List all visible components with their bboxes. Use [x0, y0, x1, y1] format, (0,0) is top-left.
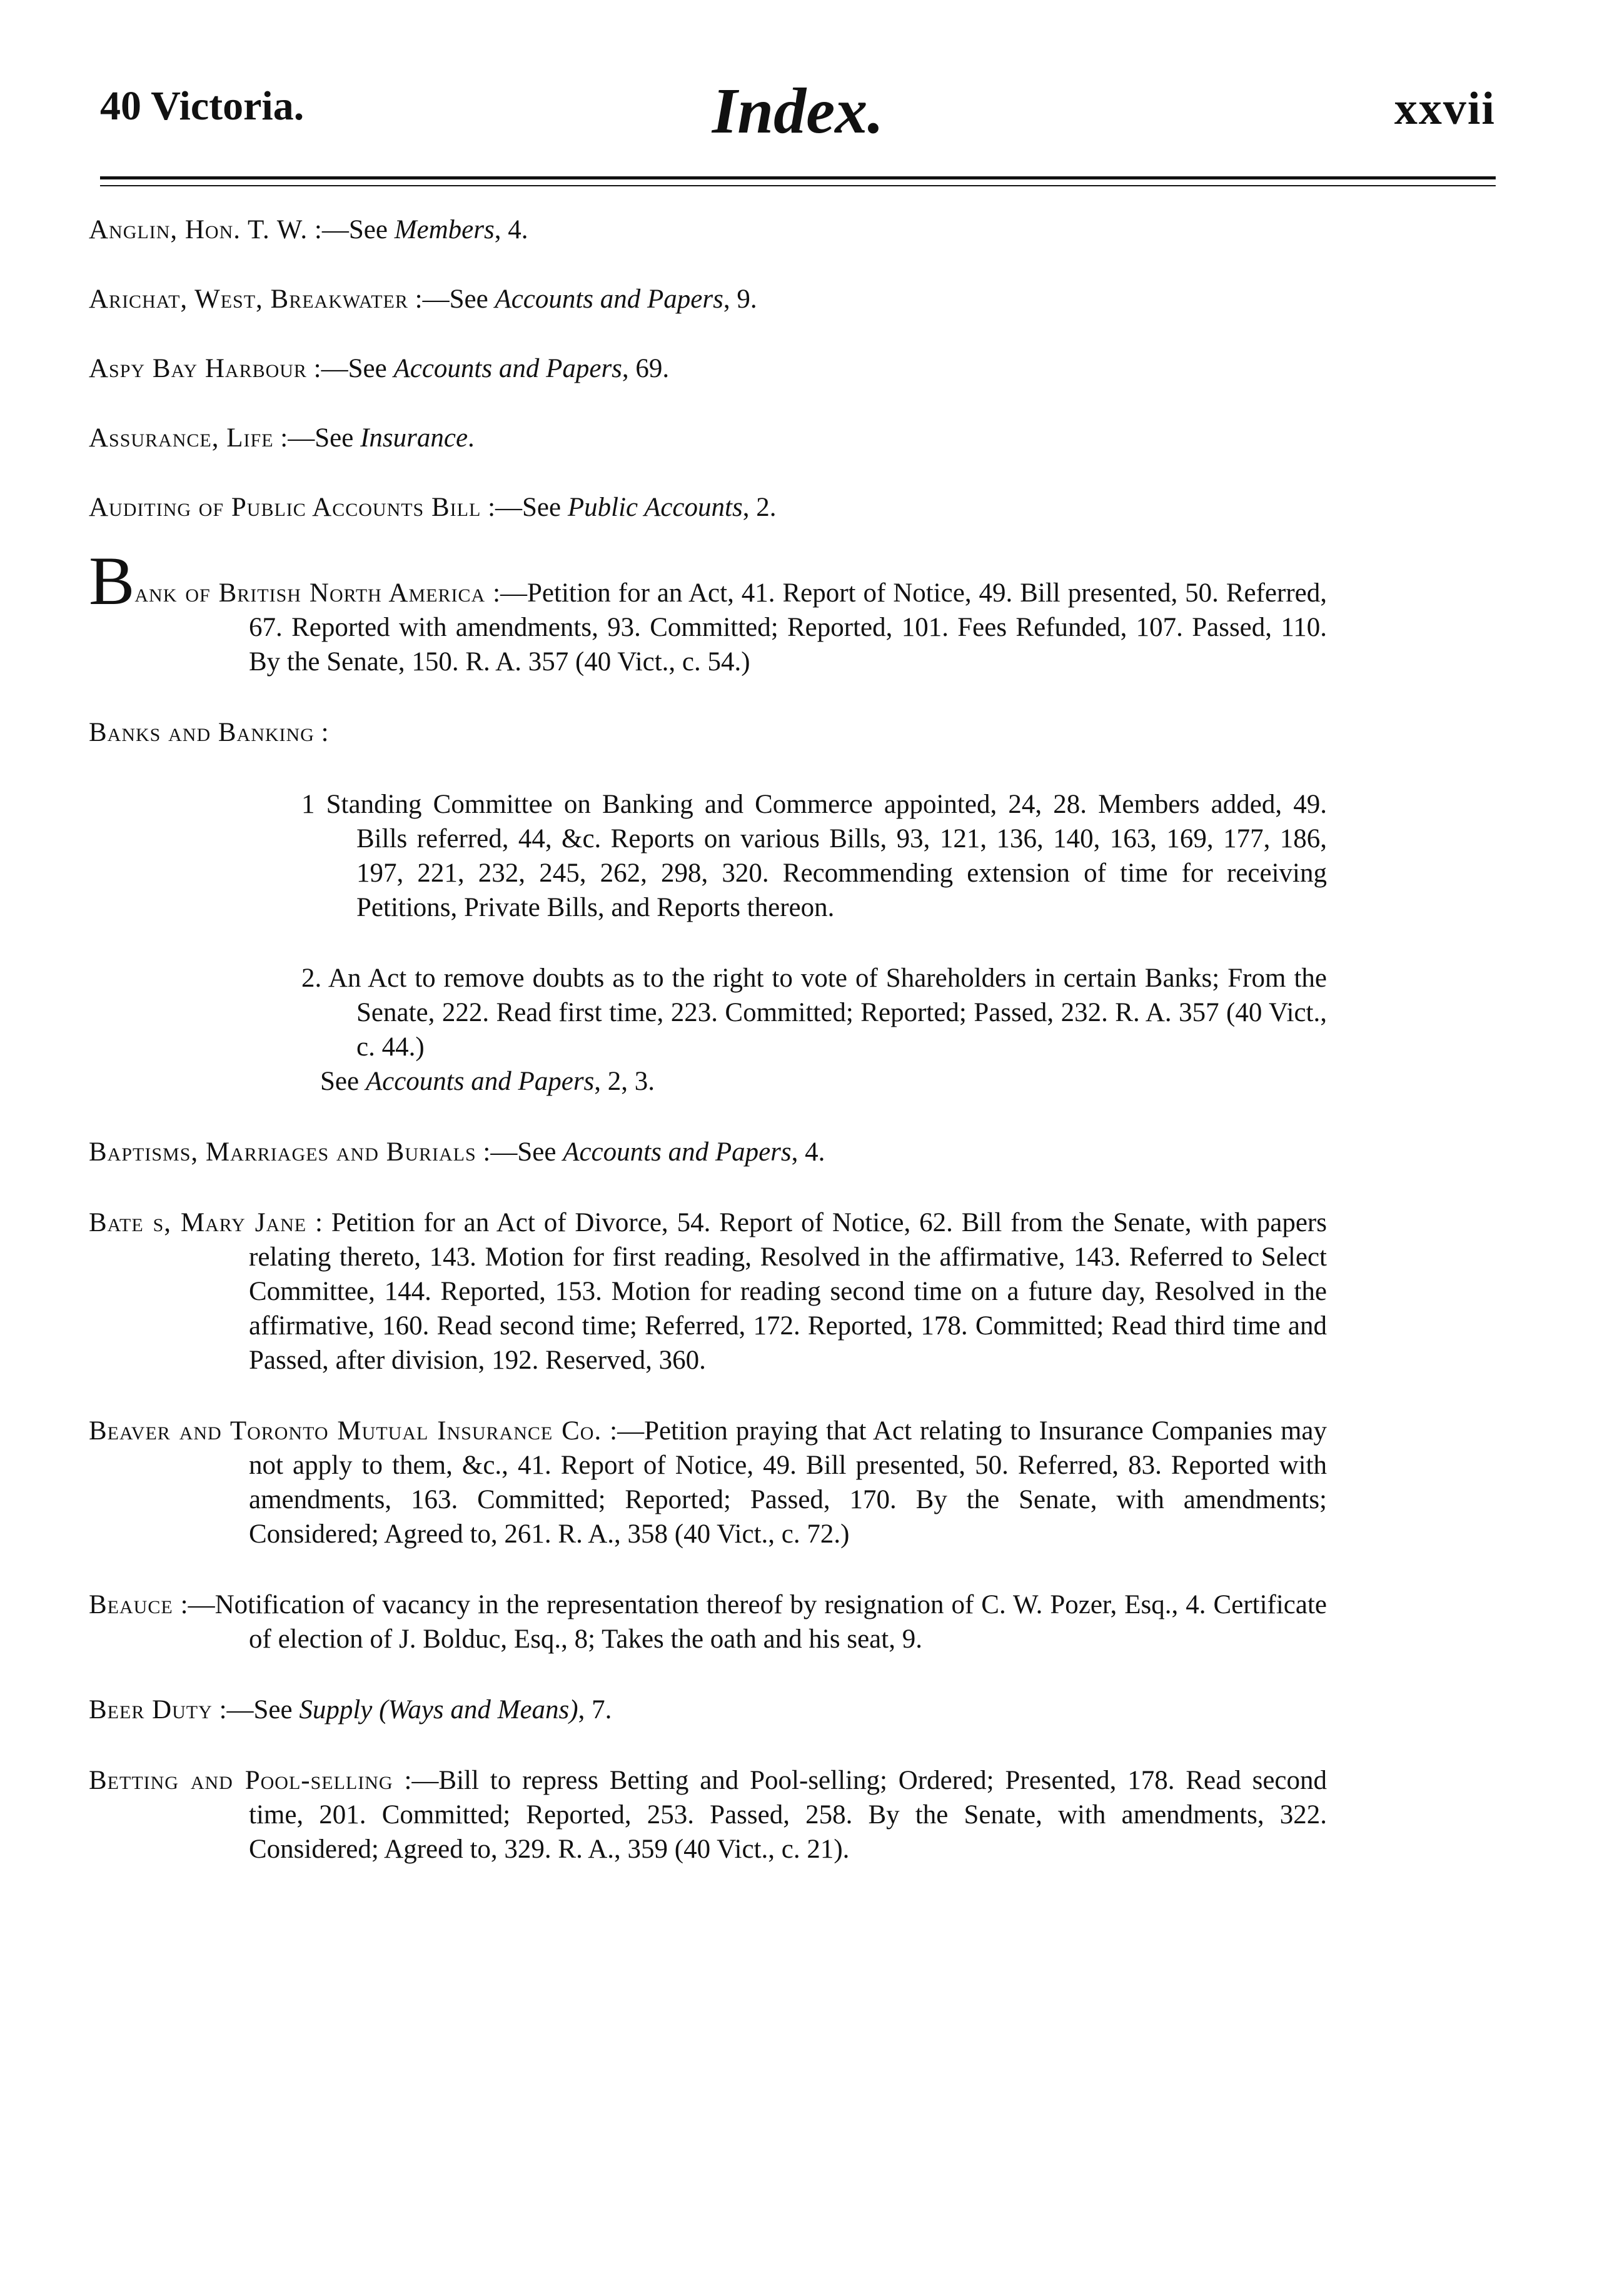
index-entries [89, 213, 1327, 1866]
entry-heading: Baptisms, Marriages and Burials [89, 1137, 476, 1167]
cross-reference: Insurance [360, 423, 468, 453]
cross-reference: Public Accounts [567, 493, 743, 522]
entry-heading: Auditing of Public Accounts Bill [89, 493, 481, 522]
index-entry-beer-duty: Beer Duty :—See Supply (Ways and Means), 7. [89, 1695, 612, 1725]
header-rule-thick [100, 176, 1496, 179]
cross-reference: Accounts and Papers [495, 284, 723, 314]
index-entry-betting-and-pool-selling [89, 1763, 1327, 1866]
entry-heading: ank of British North America [134, 578, 486, 608]
entry-body: :—Petition praying that Act relating to Insurance Companies may not apply to them, &c., 41. Report of Notice, 49. Bill presented, 50. Referred, 83. Reported with amendments, 163. Committed; Reported; Passed, 170. By the Senate, with amendments; Considered; Agreed to, 261. R. A., 358 (40 Vict., c. 72.) [249, 1416, 1327, 1549]
entry-heading: Beauce [89, 1590, 173, 1619]
cross-reference: Accounts and Papers [365, 1067, 595, 1096]
entry-heading: Anglin, Hon. T. W. [89, 215, 308, 244]
index-entry-banks-and-banking: Banks and Banking : [89, 718, 329, 747]
index-entry-assurance: Assurance, Life :—See Insurance. [89, 423, 475, 453]
sub-entry-shareholders-act: 2. An Act to remove doubts as to the right to vote of Shareholders in certain Banks; From the Senate, 222. Read first time, 223. Committed; Reported; Passed, 232. R. A. 357 (40 Vict., c. 44.) [301, 964, 1327, 1062]
entry-heading: Assurance, Life [89, 423, 274, 453]
sub-entry-see-also: See Accounts and Papers, 2, 3. [320, 1067, 655, 1096]
cross-reference: Supply (Ways and Means) [299, 1695, 578, 1725]
index-entry-arichat: Arichat, West, Breakwater :—See Accounts and Papers, 9. [89, 284, 757, 314]
entry-heading: Arichat, West, Breakwater [89, 284, 408, 314]
page-number: xxvii [1394, 83, 1496, 134]
header-rule-thin [100, 185, 1496, 186]
cross-reference: Members [394, 215, 495, 244]
index-entry-beauce [89, 1588, 1327, 1656]
running-head-left: 40 Victoria. [100, 83, 305, 129]
page-header [100, 74, 1496, 149]
entry-body: :—Bill to repress Betting and Pool-selling; Ordered; Presented, 178. Read second time, 201. Committed; Reported, 253. Passed, 258. By the Senate, with amendments, 322. Considered; Agreed to, 329. R. A., 359 (40 Vict., c. 21). [249, 1766, 1327, 1864]
drop-capital: B [89, 543, 135, 619]
entry-heading: Banks and Banking [89, 718, 315, 747]
running-head-title: Index. [712, 75, 884, 147]
entry-body: :—Petition for an Act, 41. Report of Notice, 49. Bill presented, 50. Referred, 67. Reported with amendments, 93. Committed; Reported, 101. Fees Refunded, 107. Passed, 110. By the Senate, 150. R. A. 357 (40 Vict., c. 54.) [249, 578, 1327, 677]
entry-body: :—Notification of vacancy in the representation thereof by resignation of C. W. Pozer, Esq., 4. Certificate of election of J. Bolduc, Esq., 8; Takes the oath and his seat, 9. [173, 1590, 1327, 1654]
entry-heading: Aspy Bay Harbour [89, 354, 307, 383]
index-entry-beaver-and-toronto [89, 1414, 1327, 1551]
entry-heading: Beaver and Toronto Mutual Insurance Co. [89, 1416, 602, 1446]
sub-entry-standing-committee: 1 Standing Committee on Banking and Commerce appointed, 24, 28. Members added, 49. Bills referred, 44, &c. Reports on various Bills, 93, 121, 136, 140, 163, 169, 177, 186, 197, 221, 232, 245, 262, 298, 320. Recommending extension of time for receiving Petitions, Private Bills, and Reports thereon. [301, 790, 1327, 922]
index-entry-bank-of-british-north-america [89, 543, 1327, 679]
entry-heading: Bate s, Mary Jane [89, 1208, 307, 1237]
index-entry-anglin: Anglin, Hon. T. W. :—See Members, 4. [89, 215, 528, 244]
index-entry-aspy-bay: Aspy Bay Harbour :—See Accounts and Papers, 69. [89, 354, 670, 383]
index-entry-baptisms: Baptisms, Marriages and Burials :—See Accounts and Papers, 4. [89, 1137, 825, 1167]
entry-body: : Petition for an Act of Divorce, 54. Report of Notice, 62. Bill from the Senate, with papers relating thereto, 143. Motion for first reading, Resolved in the affirmative, 143. Referred to Select Committee, 144. Reported, 153. Motion for reading second time on a future day, Resolved in the affirmative, 160. Read second time; Referred, 172. Reported, 178. Committed; Read third time and Passed, after division, 192. Reserved, 360. [249, 1208, 1327, 1375]
index-entry-auditing: Auditing of Public Accounts Bill :—See Public Accounts, 2. [89, 493, 777, 522]
cross-reference: Accounts and Papers [393, 354, 622, 383]
index-entry-bates-mary-jane [89, 1206, 1327, 1377]
entry-heading: Betting and Pool-selling [89, 1766, 393, 1795]
cross-reference: Accounts and Papers [563, 1137, 792, 1167]
entry-heading: Beer Duty [89, 1695, 213, 1725]
